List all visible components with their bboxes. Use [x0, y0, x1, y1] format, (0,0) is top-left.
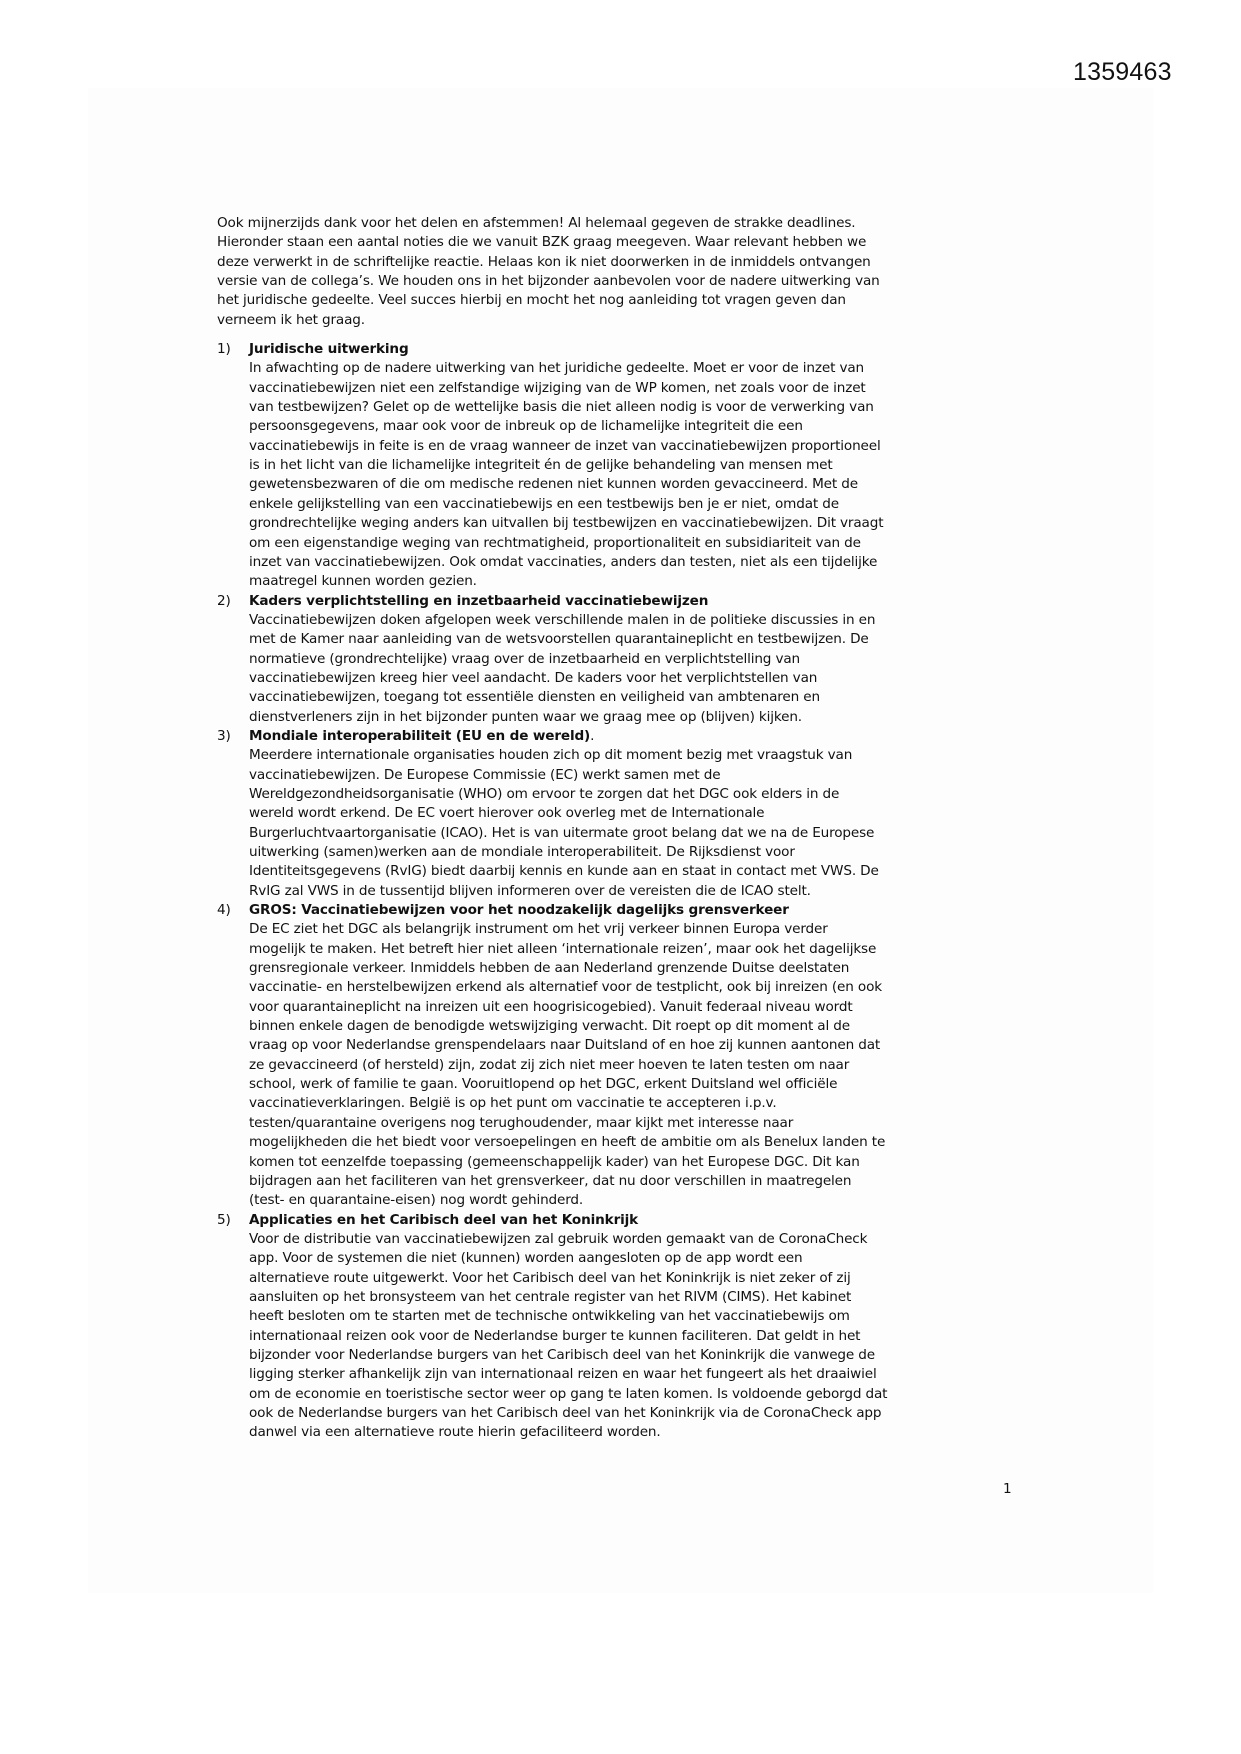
page-number: 1 — [1003, 1481, 1012, 1497]
intro-line: verneem ik het graag. — [217, 311, 365, 328]
section-line: komen tot eenzelfde toepassing (gemeenschappelijk kader) van het Europese DGC. Dit kan — [249, 1153, 860, 1170]
section-title: Mondiale interoperabiliteit (EU en de wereld). — [249, 727, 595, 744]
section-line: Voor de distributie van vaccinatiebewijzen zal gebruik worden gemaakt van de CoronaCheck — [249, 1230, 868, 1247]
section-mondiale-interoperabiliteit — [217, 727, 1017, 901]
section-line: ze gevaccineerd (of hersteld) zijn, zodat zij zich niet meer hoeven te laten testen om naar — [249, 1056, 850, 1073]
section-line: Meerdere internationale organisaties houden zich op dit moment bezig met vraagstuk van — [249, 747, 853, 764]
section-line: vaccinatiebewijzen niet een zelfstandige wijziging van de WP komen, net zoals voor de inzet — [249, 379, 866, 396]
section-line: enkele gelijkstelling van een vaccinatiebewijs en een testbewijs ben je er niet, omdat de — [249, 495, 839, 512]
section-line: van testbewijzen? Gelet op de wettelijke basis die niet alleen nodig is voor de verwerking van — [249, 399, 874, 416]
section-line: inzet van vaccinatiebewijzen. Ook omdat vaccinaties, anders dan testen, niet als een tijdelijke — [249, 553, 878, 570]
section-line: testen/quarantaine overigens nog terughoudender, maar kijkt met interesse naar — [249, 1114, 794, 1131]
section-number: 4) — [217, 902, 231, 919]
section-line: app. Voor de systemen die niet (kunnen) worden aangesloten op de app wordt een — [249, 1250, 803, 1267]
document-id: 1359463 — [1073, 58, 1172, 86]
section-line: aansluiten op het bronsysteem van het centrale register van het RIVM (CIMS). Het kabinet — [249, 1288, 852, 1305]
section-line: internationaal reizen ook voor de Nederlandse burger te kunnen faciliteren. Dat geldt in het — [249, 1327, 861, 1344]
section-line: met de Kamer naar aanleiding van de wetsvoorstellen quarantaineplicht en testbewijzen. De — [249, 631, 869, 648]
section-title: Applicaties en het Caribisch deel van het Koninkrijk — [249, 1211, 639, 1228]
intro-line: versie van de collega’s. We houden ons in het bijzonder aanbevolen voor de nadere uitwerking van — [217, 273, 880, 290]
section-applicaties-caribisch — [217, 1211, 1017, 1443]
section-number: 3) — [217, 727, 231, 744]
section-line: normatieve (grondrechtelijke) vraag over de inzetbaarheid en verplichtstelling van — [249, 650, 800, 667]
section-number: 2) — [217, 592, 231, 609]
section-line: om de economie en toeristische sector weer op gang te laten komen. Is voldoende geborgd dat — [249, 1385, 888, 1402]
section-line: heeft besloten om te starten met de technische ontwikkeling van het vaccinatiebewijs om — [249, 1308, 850, 1325]
intro-line: Ook mijnerzijds dank voor het delen en afstemmen! Al helemaal gegeven de strakke deadlines. — [217, 215, 856, 231]
section-line: mogelijk te maken. Het betreft hier niet alleen ‘internationale reizen’, maar ook het dagelijkse — [249, 940, 877, 957]
section-kaders-verplichtstelling — [217, 592, 1017, 727]
section-gros-grensverkeer — [217, 901, 1017, 1211]
section-line: vaccinatieverklaringen. België is op het punt om vaccinatie te accepteren i.p.v. — [249, 1095, 777, 1112]
section-line: In afwachting op de nadere uitwerking van het juridiche gedeelte. Moet er voor de inzet van — [249, 360, 864, 377]
section-line: maatregel kunnen worden gezien. — [249, 573, 477, 590]
section-line: vaccinatiebewijzen kreeg hier veel aandacht. De kaders voor het verplichtstellen van — [249, 669, 818, 686]
intro-line: deze verwerkt in de schriftelijke reactie. Helaas kon ik niet doorwerken in de inmiddels ontvangen — [217, 253, 871, 270]
section-line: Wereldgezondheidsorganisatie (WHO) om ervoor te zorgen dat het DGC ook elders in de — [249, 785, 840, 802]
section-line: vaccinatiebewijzen, toegang tot essentiële diensten en veiligheid van ambtenaren en — [249, 689, 820, 706]
document-body — [217, 214, 1017, 1443]
section-line: ook de Nederlandse burgers van het Caribisch deel van het Koninkrijk via de CoronaCheck app — [249, 1404, 882, 1421]
section-line: vraag op voor Nederlandse grenspendelaars naar Duitsland of en hoe zij kunnen aantonen dat — [249, 1037, 881, 1054]
section-line: Vaccinatiebewijzen doken afgelopen week verschillende malen in de politieke discussies in en — [249, 611, 876, 628]
section-line: is in het licht van die lichamelijke integriteit én de gelijke behandeling van mensen met — [249, 457, 833, 474]
section-line: danwel via een alternatieve route hierin gefaciliteerd worden. — [249, 1424, 661, 1441]
section-number: 1) — [217, 341, 231, 358]
section-line: Identiteitsgegevens (RvIG) biedt daarbij kennis en kunde aan en staat in contact met VWS. De — [249, 863, 879, 880]
section-line: persoonsgegevens, maar ook voor de inbreuk op de lichamelijke integriteit die een — [249, 418, 803, 435]
section-line: alternatieve route uitgewerkt. Voor het Caribisch deel van het Koninkrijk is niet zeker of zij — [249, 1269, 851, 1286]
section-line: Burgerluchtvaartorganisatie (ICAO). Het is van uitermate groot belang dat we na de Europese — [249, 824, 875, 841]
section-line: uitwerking (samen)werken aan de mondiale interoperabiliteit. De Rijksdienst voor — [249, 844, 795, 860]
section-line: om een eigenstandige weging van rechtmatigheid, proportionaliteit en subsidiariteit van de — [249, 534, 861, 551]
section-line: bijzonder voor Nederlandse burgers van het Caribisch deel van het Koninkrijk die vanwege de — [249, 1346, 875, 1363]
intro-line: Hieronder staan een aantal noties die we vanuit BZK graag meegeven. Waar relevant hebben we — [217, 234, 867, 251]
section-title: GROS: Vaccinatiebewijzen voor het noodzakelijk dagelijks grensverkeer — [249, 902, 789, 919]
section-line: vaccinatie- en herstelbewijzen erkend als alternatief voor de testplicht, ook bij inreizen (en ook — [249, 979, 882, 996]
section-line: RvIG zal VWS in de tussentijd blijven informeren over de vereisten die de ICAO stelt. — [249, 882, 811, 899]
section-title: Kaders verplichtstelling en inzetbaarheid vaccinatiebewijzen — [249, 592, 709, 609]
section-line: (test- en quarantaine-eisen) nog wordt gehinderd. — [249, 1192, 584, 1209]
intro-paragraph — [217, 214, 1017, 330]
section-line: vaccinatiebewijzen. De Europese Commissie (EC) werkt samen met de — [249, 766, 721, 783]
section-juridische-uitwerking — [217, 340, 1017, 591]
section-line: grondrechtelijke weging anders kan uitvallen bij testbewijzen en vaccinatiebewijzen. Dit vraagt — [249, 515, 884, 532]
section-line: wereld wordt erkend. De EC voert hierover ook overleg met de Internationale — [249, 805, 765, 822]
section-line: dienstverleners zijn in het bijzonder punten waar we graag mee op (blijven) kijken. — [249, 708, 802, 725]
section-line: mogelijkheden die het biedt voor versoepelingen en heeft de ambitie om als Benelux landen te — [249, 1134, 886, 1151]
section-line: voor quarantaineplicht na inreizen uit een hoogrisicogebied). Vanuit federaal niveau wordt — [249, 998, 853, 1015]
section-line: ligging sterker afhankelijk zijn van internationaal reizen en waar het fungeert als het draaiwiel — [249, 1366, 877, 1383]
section-line: school, werk of familie te gaan. Vooruitlopend op het DGC, erkent Duitsland wel officiële — [249, 1076, 838, 1093]
section-line: grensregionale verkeer. Inmiddels hebben de aan Nederland grenzende Duitse deelstaten — [249, 960, 850, 977]
section-line: De EC ziet het DGC als belangrijk instrument om het vrij verkeer binnen Europa verder — [249, 921, 828, 938]
section-line: gewetensbezwaren of die om medische redenen niet kunnen worden gevaccineerd. Met de — [249, 476, 858, 493]
section-line: bijdragen aan het faciliteren van het grensverkeer, dat nu door verschillen in maatregelen — [249, 1172, 852, 1189]
section-number: 5) — [217, 1211, 231, 1228]
section-title: Juridische uitwerking — [249, 341, 409, 358]
section-line: vaccinatiebewijs in feite is en de vraag wanneer de inzet van vaccinatiebewijzen proportioneel — [249, 437, 881, 454]
section-line: binnen enkele dagen de benodigde wetswijziging verwacht. Dit roept op dit moment al de — [249, 1018, 850, 1035]
intro-line: het juridische gedeelte. Veel succes hierbij en mocht het nog aanleiding tot vragen geven dan — [217, 292, 846, 309]
